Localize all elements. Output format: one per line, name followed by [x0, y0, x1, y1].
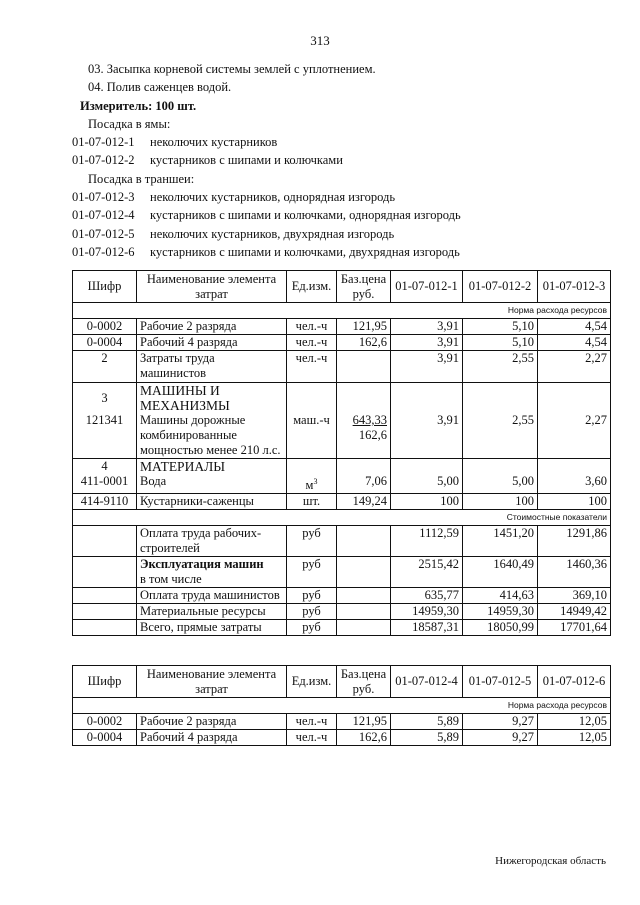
cell-empty — [73, 620, 137, 636]
norm-label: Норма расхода ресурсов — [73, 698, 611, 714]
cell-name: Машины дорожные комбинированные мощностью менее 210 л.с. — [137, 413, 287, 459]
cost-name: Оплата труда рабочих-строителей — [137, 526, 287, 557]
cost-value: 18587,31 — [391, 620, 463, 636]
cost-value: 1640,49 — [463, 557, 538, 588]
cell-value: 5,10 — [463, 335, 538, 351]
column-header: 01-07-012-5 — [463, 666, 538, 698]
column-header: Баз.цена руб. — [337, 666, 391, 698]
cost-value: 18050,99 — [463, 620, 538, 636]
item-code: 01-07-012-5 — [72, 226, 135, 241]
item-code: 01-07-012-1 — [72, 135, 135, 150]
cell-value: 100 — [463, 494, 538, 510]
cost-name — [137, 557, 287, 588]
cost-value: 635,77 — [391, 588, 463, 604]
item-text: кустарников с шипами и колючками, однорядная изгородь — [150, 208, 461, 223]
cell-unit: чел.-ч — [287, 730, 337, 746]
cell-price: 121,95 — [337, 319, 391, 335]
price-top: 643,33 — [352, 413, 387, 427]
pits-title: Посадка в ямы: — [88, 116, 171, 131]
column-header: Шифр — [73, 271, 137, 303]
trench-title: Посадка в траншеи: — [88, 171, 195, 186]
cost-unit: руб — [287, 604, 337, 620]
cell-value: 9,27 — [463, 714, 538, 730]
cost-name: Всего, прямые затраты — [137, 620, 287, 636]
cost-unit: руб — [287, 526, 337, 557]
item-text: кустарников с шипами и колючками, двухрядная изгородь — [150, 244, 460, 259]
cost-row — [73, 526, 611, 557]
cell-value: 3,91 — [391, 335, 463, 351]
cell-value: 5,89 — [391, 714, 463, 730]
column-header: Наименование элемента затрат — [137, 666, 287, 698]
cell-code: 4 — [73, 459, 137, 475]
cell-unit: чел.-ч — [287, 319, 337, 335]
cell-empty — [538, 383, 611, 414]
cost-value: 1291,86 — [538, 526, 611, 557]
section-label-row — [73, 698, 611, 714]
cost-value: 2515,42 — [391, 557, 463, 588]
item-text: неколючих кустарников — [150, 135, 278, 150]
cell-name: Рабочие 2 разряда — [137, 319, 287, 335]
cell-value: 5,00 — [391, 474, 463, 494]
rates-table-1 — [72, 270, 611, 636]
cell-price — [337, 413, 391, 459]
cost-subtitle: в том числе — [140, 572, 202, 587]
cell-name: МАТЕРИАЛЫ — [137, 459, 287, 475]
cell-empty — [73, 604, 137, 620]
cost-unit: руб — [287, 557, 337, 588]
cell-name: Рабочие 2 разряда — [137, 714, 287, 730]
table-row — [73, 730, 611, 746]
list-item — [72, 206, 612, 224]
cell-value: 100 — [538, 494, 611, 510]
unit-sup: 3 — [313, 477, 318, 486]
cell-code: 411-0001 — [73, 474, 137, 494]
cell-empty — [337, 604, 391, 620]
cost-name: Оплата труда машинистов — [137, 588, 287, 604]
cell-value: 5,00 — [463, 474, 538, 494]
column-header: 01-07-012-6 — [538, 666, 611, 698]
cell-empty — [538, 459, 611, 475]
section-label-row — [73, 510, 611, 526]
column-header: Баз.цена руб. — [337, 271, 391, 303]
cell-price: 162,6 — [337, 335, 391, 351]
cell-empty — [391, 459, 463, 475]
cell-price: 149,24 — [337, 494, 391, 510]
cell-value: 4,54 — [538, 335, 611, 351]
item-text: неколючих кустарников, двухрядная изгородь — [150, 226, 395, 241]
list-item — [72, 188, 612, 206]
cost-value: 414,63 — [463, 588, 538, 604]
cost-label: Стоимостные показатели — [73, 510, 611, 526]
cell-code: 3 — [73, 383, 137, 414]
cell-name: МАШИНЫ И МЕХАНИЗМЫ — [137, 383, 287, 414]
section-row-machines — [73, 383, 611, 414]
cell-unit: шт. — [287, 494, 337, 510]
page-number: 313 — [310, 33, 330, 48]
cell-value: 4,54 — [538, 319, 611, 335]
table-header-row — [73, 271, 611, 303]
cell-value: 3,91 — [391, 319, 463, 335]
column-header: Шифр — [73, 666, 137, 698]
cell-empty — [337, 620, 391, 636]
cell-empty — [391, 383, 463, 414]
cost-value: 14959,30 — [391, 604, 463, 620]
cell-price — [337, 351, 391, 383]
cell-value: 12,05 — [538, 714, 611, 730]
table-row — [73, 319, 611, 335]
cost-value: 17701,64 — [538, 620, 611, 636]
table-header-row — [73, 666, 611, 698]
table-row — [73, 714, 611, 730]
norm-label: Норма расхода ресурсов — [73, 303, 611, 319]
cell-value: 2,55 — [463, 351, 538, 383]
column-header: Ед.изм. — [287, 271, 337, 303]
cell-code: 121341 — [73, 413, 137, 459]
cell-name: Кустарники-саженцы — [137, 494, 287, 510]
cost-row — [73, 620, 611, 636]
cell-empty — [337, 526, 391, 557]
cell-price: 121,95 — [337, 714, 391, 730]
cell-empty — [73, 588, 137, 604]
list-item — [72, 151, 612, 169]
item-text: кустарников с шипами и колючками — [150, 153, 343, 168]
cell-unit: чел.-ч — [287, 351, 337, 383]
item-code: 01-07-012-6 — [72, 244, 135, 259]
cell-price: 7,06 — [337, 474, 391, 494]
cost-value: 369,10 — [538, 588, 611, 604]
cost-unit: руб — [287, 588, 337, 604]
cell-code: 0-0004 — [73, 335, 137, 351]
cost-name: Материальные ресурсы — [137, 604, 287, 620]
cell-code: 414-9110 — [73, 494, 137, 510]
list-item — [72, 243, 612, 261]
cell-code: 2 — [73, 351, 137, 383]
cost-unit: руб — [287, 620, 337, 636]
table-row — [73, 494, 611, 510]
cell-empty — [463, 383, 538, 414]
table-row — [73, 474, 611, 494]
column-header: 01-07-012-2 — [463, 271, 538, 303]
cell-empty — [337, 459, 391, 475]
list-item — [72, 133, 612, 151]
cost-value: 14949,42 — [538, 604, 611, 620]
price-bottom: 162,6 — [358, 428, 387, 442]
cost-row — [73, 557, 611, 588]
item-code: 01-07-012-4 — [72, 208, 135, 223]
table-row — [73, 335, 611, 351]
cost-value: 1112,59 — [391, 526, 463, 557]
item-code: 01-07-012-2 — [72, 153, 135, 168]
region-footer: Нижегородская область — [495, 855, 606, 867]
cell-empty — [337, 557, 391, 588]
cell-name: Рабочий 4 разряда — [137, 335, 287, 351]
cost-row — [73, 588, 611, 604]
cell-value: 2,27 — [538, 351, 611, 383]
cell-value: 5,10 — [463, 319, 538, 335]
cell-value: 12,05 — [538, 730, 611, 746]
cost-value: 1460,36 — [538, 557, 611, 588]
cell-unit: чел.-ч — [287, 714, 337, 730]
column-header: 01-07-012-4 — [391, 666, 463, 698]
cell-empty — [287, 459, 337, 475]
cell-name: Рабочий 4 разряда — [137, 730, 287, 746]
table-row — [73, 413, 611, 459]
cell-value: 3,91 — [391, 351, 463, 383]
cell-value: 100 — [391, 494, 463, 510]
cell-empty — [73, 526, 137, 557]
column-header: Ед.изм. — [287, 666, 337, 698]
cell-price: 162,6 — [337, 730, 391, 746]
cell-value: 3,60 — [538, 474, 611, 494]
cost-value: 1451,20 — [463, 526, 538, 557]
cell-code: 0-0004 — [73, 730, 137, 746]
cost-value: 14959,30 — [463, 604, 538, 620]
cell-value: 2,27 — [538, 413, 611, 459]
operation-3: 03. Засыпка корневой системы землей с уплотнением. — [88, 62, 376, 76]
measure-unit: Измеритель: 100 шт. — [80, 98, 197, 113]
cell-name: Затраты труда машинистов — [137, 351, 287, 383]
cell-value: 3,91 — [391, 413, 463, 459]
cell-value: 9,27 — [463, 730, 538, 746]
cell-name: Вода — [137, 474, 287, 494]
cell-empty — [73, 557, 137, 588]
cell-unit: маш.-ч — [287, 413, 337, 459]
cell-unit — [287, 474, 337, 494]
cell-empty — [287, 383, 337, 414]
column-header: 01-07-012-1 — [391, 271, 463, 303]
intro-block — [72, 60, 612, 261]
cell-code: 0-0002 — [73, 319, 137, 335]
cell-unit: чел.-ч — [287, 335, 337, 351]
column-header: 01-07-012-3 — [538, 271, 611, 303]
rates-table-2 — [72, 665, 611, 746]
item-text: неколючих кустарников, однорядная изгородь — [150, 190, 396, 205]
cost-row — [73, 604, 611, 620]
item-code: 01-07-012-3 — [72, 190, 135, 205]
cell-value: 5,89 — [391, 730, 463, 746]
list-item — [72, 225, 612, 243]
operation-4: 04. Полив саженцев водой. — [88, 80, 232, 95]
section-label-row — [73, 303, 611, 319]
column-header: Наименование элемента затрат — [137, 271, 287, 303]
cell-value: 2,55 — [463, 413, 538, 459]
table-row — [73, 351, 611, 383]
section-row-materials — [73, 459, 611, 475]
cell-code: 0-0002 — [73, 714, 137, 730]
cell-empty — [463, 459, 538, 475]
cell-empty — [337, 383, 391, 414]
cost-title: Эксплуатация машин — [140, 557, 264, 572]
unit-base: м — [305, 478, 314, 493]
cell-empty — [337, 588, 391, 604]
